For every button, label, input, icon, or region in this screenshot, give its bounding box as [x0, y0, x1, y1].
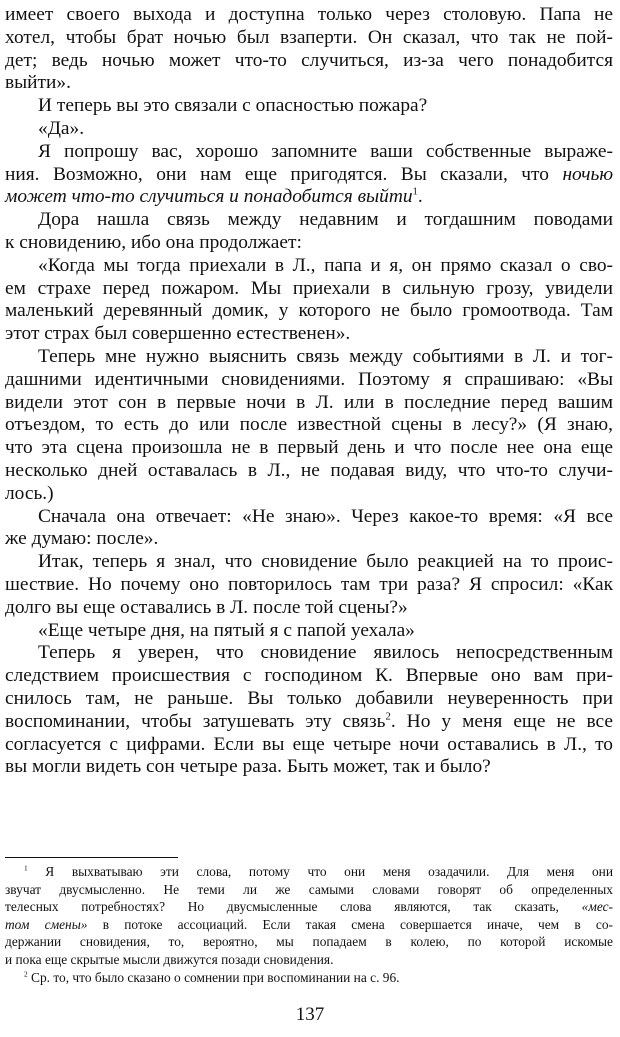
- italic-phrase: ночью: [562, 163, 613, 185]
- body-line: Теперь я уверен, что сновидение явилось непосредственным: [38, 642, 613, 664]
- body-line: снилось там, не раньше. Вы только добавили неуверенность при: [5, 688, 613, 709]
- body-line: Итак, теперь я знал, что сновидение было реакцией на то проис-: [38, 551, 613, 573]
- footnote-line: [24, 863, 613, 881]
- footnote-marker: 2: [24, 969, 28, 979]
- footnote-text: Ср. то, что было сказано о сомнении при воспоминании на с. 96.: [27, 969, 400, 985]
- italic-phrase: том смены»: [5, 916, 88, 932]
- body-line: Я попрошу вас, хорошо запомните ваши собственные выраже-: [38, 140, 613, 162]
- body-line: Дора нашла связь между недавним и тогдашним поводами: [38, 209, 613, 231]
- body-line: к сновидению, ибо она продолжает:: [5, 232, 302, 253]
- body-line: отъездом, то есть до или после известной сцены в лесу?» (Я знаю,: [5, 414, 613, 436]
- body-line: Теперь мне нужно выяснить связь между событиями в Л. и тог-: [38, 346, 613, 367]
- body-line: же думаю: после».: [5, 528, 159, 550]
- body-line: шествие. Но почему оно повторилось там три раза? Я спросил: «Как: [5, 574, 613, 595]
- body-line: видели этот сон в первые ночи в Л. или в последние перед вашим: [5, 391, 613, 413]
- body-line-text: воспоминании, чтобы затушевать эту связь: [5, 710, 386, 732]
- body-line: дет; ведь ночью может что-то случиться, из-за чего понадобится: [5, 49, 613, 71]
- body-line: ем страхе перед пожаром. Мы приехали в сильную грозу, увидели: [5, 277, 613, 299]
- footnote-text: в потоке ассоциаций. Если такая смена совершается иначе, чем в со-: [87, 916, 613, 932]
- italic-phrase: «мес-: [581, 899, 613, 915]
- body-line: «Когда мы тогда приехали в Л., папа и я, он прямо сказал о сво-: [38, 254, 613, 276]
- footnote-ref[interactable]: 2: [385, 710, 391, 723]
- body-line: маленький деревянный домик, у которого не было громоотвода. Там: [5, 300, 613, 322]
- page-number: 137: [295, 1004, 325, 1025]
- body-line: лось.): [5, 482, 54, 504]
- footnote-text: телесных потребностях? Но двусмысленные слова являются, так сказать,: [5, 899, 559, 915]
- footnote-line: звучат двусмысленно. Не теми ли же самыми словами говорят об определенных: [5, 881, 613, 897]
- footnote-line: держании сновидения, то, вероятно, мы попадаем в колею, по которой искомые: [5, 934, 613, 950]
- body-line: дашними идентичными сновидениями. Поэтому я спрашиваю: «Вы: [5, 368, 613, 390]
- footnote-divider: [5, 857, 178, 858]
- body-line: И теперь вы это связали с опасностью пожара?: [38, 95, 428, 117]
- footnote-line: и пока еще скрытые мысли движутся позади сновидения.: [5, 952, 334, 967]
- body-line-text: . Но у меня еще не все: [390, 710, 613, 732]
- body-line: долго вы еще оставались в Л. после той сцены?»: [5, 596, 408, 618]
- body-line-text: ния. Возможно, они нам еще пригодятся. Вы сказали, что: [5, 163, 549, 185]
- footnote-line: [24, 969, 613, 987]
- body-line: «Еще четыре дня, на пятый я с папой уехала»: [38, 619, 415, 641]
- body-line: имеет своего выхода и доступна только через столовую. Папа не: [5, 4, 613, 25]
- footnote-text: Я выхватываю эти слова, потому что они меня озадачили. Для меня они: [27, 864, 613, 879]
- body-line: [5, 186, 613, 209]
- body-line: вы могли видеть сон четыре раза. Быть может, так и было?: [5, 756, 491, 778]
- footnote-ref[interactable]: 1: [412, 185, 418, 198]
- body-line: «Да».: [38, 118, 85, 139]
- body-line-text: .: [417, 186, 423, 208]
- italic-phrase: может что-то случиться и понадобится выйти: [5, 186, 413, 208]
- body-line: несколько дней оставалась в Л., не подавая виду, что что-то случи-: [5, 460, 613, 481]
- body-line: Сначала она отвечает: «Не знаю». Через какое-то время: «Я все: [38, 505, 613, 527]
- body-line: [5, 711, 613, 734]
- body-line: следствием происшествия с господином К. Впервые оно вам при-: [5, 665, 613, 687]
- footnote-line: [5, 916, 613, 934]
- body-line: выйти».: [5, 72, 71, 94]
- body-line: хотел, чтобы брат ночью был взаперти. Он сказал, что так не пой-: [5, 26, 613, 48]
- body-line: этот страх был совершенно естественен».: [5, 323, 351, 345]
- body-line: согласуется с цифрами. Если вы еще четыре ночи оставались в Л., то: [5, 733, 613, 755]
- body-line: что эта сцена произошла не в первый день и что после нее она еще: [5, 437, 613, 459]
- footnote-marker: 1: [24, 863, 28, 873]
- footnote-line: [5, 898, 613, 916]
- body-line: [5, 164, 613, 187]
